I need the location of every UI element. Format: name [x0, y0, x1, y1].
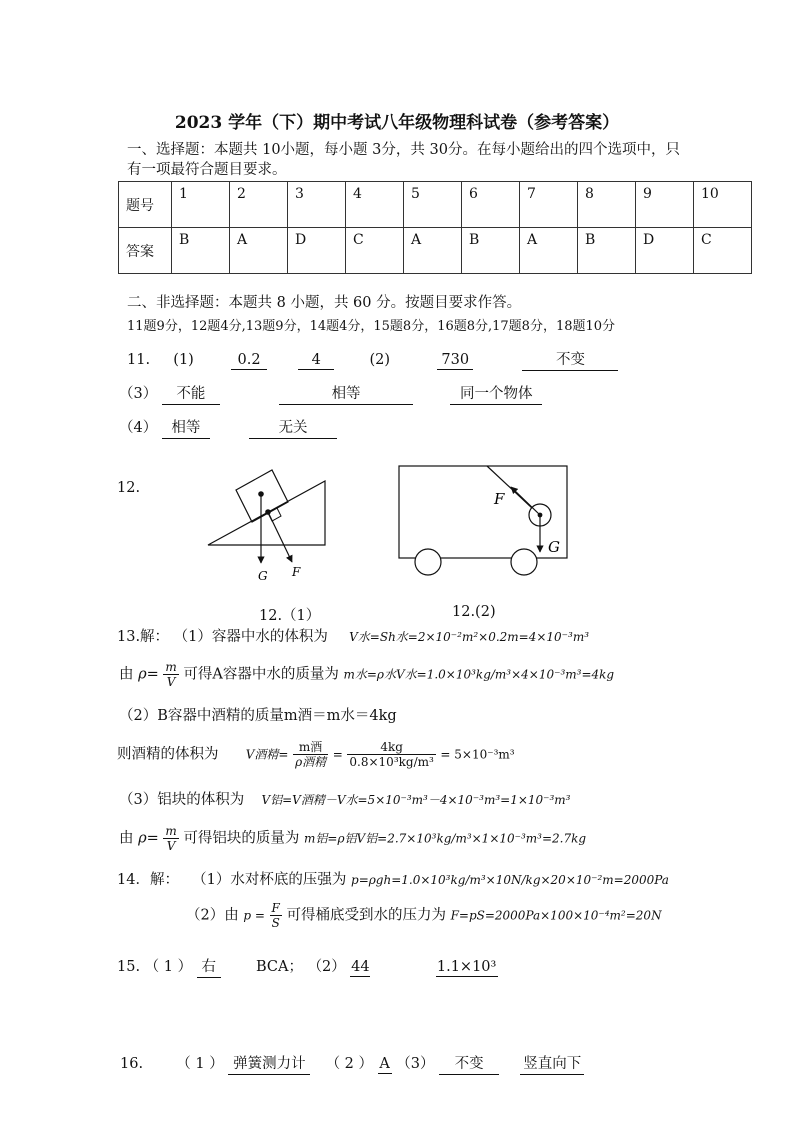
q13-text: （3）铝块的体积为: [119, 792, 245, 808]
q15-answer: 44: [351, 959, 370, 975]
q14-text: （2）由: [186, 907, 239, 924]
right-angle-mark: [268, 508, 281, 521]
cart-diagram: [390, 458, 580, 582]
separator: ；: [288, 959, 303, 975]
q14-line1: [117, 868, 669, 889]
table-cell: 10: [694, 182, 752, 228]
q15-number: 15.: [117, 959, 141, 975]
q13-line4: 则酒精的体积为 V酒精= $\frac{\text{m酒}}{\text{ρ酒精}}$ = $\frac{4kg}{\text{0.8×10³kg/m³}}$ = 5×10⁻³m³: [117, 740, 515, 769]
fraction-numerator: m酒: [293, 740, 328, 755]
table-cell: 7: [520, 182, 578, 228]
q13-line2: [119, 660, 614, 689]
table-cell: B: [172, 228, 230, 274]
q11-part1: (1): [173, 352, 194, 368]
volume-fraction-2: [347, 740, 435, 769]
cart-body: [399, 466, 567, 558]
label-g: G: [548, 538, 560, 556]
q15-answer: 1.1×10³: [436, 959, 497, 975]
row-label-number: 题号: [119, 182, 172, 228]
q11-answer: 不能: [162, 382, 220, 405]
incline-diagram: [200, 458, 340, 588]
q13-line3: （2）B容器中酒精的质量m酒＝m水＝4kg: [119, 708, 397, 724]
q16-part2: （ 2 ）: [325, 1056, 374, 1072]
q16-part1: （ 1 ）: [176, 1056, 224, 1072]
q13-line5: [119, 788, 571, 809]
table-cell: A: [520, 228, 578, 274]
answer-table: [118, 181, 752, 274]
q11-answer: 0.2: [231, 352, 267, 370]
q14-number: 14．解：: [117, 872, 179, 888]
table-cell: A: [404, 228, 462, 274]
q16-answer: 竖直向下: [520, 1052, 584, 1075]
q16-answer: 不变: [439, 1052, 499, 1075]
table-cell: A: [230, 228, 288, 274]
q11-number: 11.: [127, 352, 151, 368]
table-cell: 9: [636, 182, 694, 228]
q13-text: 可得铝块的质量为: [183, 830, 300, 847]
q11-line2: [119, 382, 542, 405]
left-wheel: [415, 549, 441, 575]
q15-part2: （2）: [307, 959, 346, 975]
fraction-numerator: m: [165, 660, 177, 674]
q11-part4: （4）: [119, 420, 158, 436]
table-cell: 3: [288, 182, 346, 228]
table-cell: 1: [172, 182, 230, 228]
page-title: 2023 学年（下）期中考试八年级物理科试卷（参考答案）: [174, 113, 620, 133]
q11-answer: 4: [298, 352, 334, 370]
q11-answer: 相等: [162, 416, 210, 439]
q13-formula: V铝=V酒精－V水=5×10⁻³m³－4×10⁻³m³=1×10⁻³m³: [261, 793, 571, 807]
table-cell: 2: [230, 182, 288, 228]
q13-text: 则酒精的体积为: [117, 746, 219, 763]
table-cell: B: [578, 228, 636, 274]
q11-part3: （3）: [119, 386, 158, 402]
section1-heading: 一、选择题：本题共 10小题，每小题 3分，共 30分。在每小题给出的四个选项中，只有一项最符合题目要求。: [127, 142, 680, 178]
fraction-numerator: F: [271, 901, 280, 915]
table-cell: C: [346, 228, 404, 274]
label-g: G: [258, 569, 268, 583]
volume-fraction-1: [293, 740, 328, 769]
fraction-denominator: S: [271, 916, 280, 930]
q11-answer: 无关: [249, 416, 337, 439]
table-row: [119, 228, 752, 274]
q15-line: [117, 955, 498, 978]
label-f: F: [494, 490, 505, 508]
table-cell: C: [694, 228, 752, 274]
q11-line3: [119, 416, 337, 439]
q14-text: （1）水对杯底的压强为: [192, 872, 347, 888]
fraction-numerator: m: [165, 824, 177, 838]
table-cell: D: [636, 228, 694, 274]
q14-formula: F=pS=2000Pa×100×10⁻⁴m²=20N: [450, 908, 662, 923]
score-breakdown: 11题9分，12题4分,13题9分，14题4分，15题8分，16题8分,17题8分，18题10分: [127, 319, 616, 334]
fig2-caption: 12.(2): [452, 604, 496, 620]
q11-part2: (2): [369, 352, 391, 368]
fraction-numerator: 4kg: [347, 740, 435, 755]
volume-label: V酒精=: [245, 747, 289, 762]
q15-part1: （ 1 ）: [144, 959, 193, 975]
row-label-answer: 答案: [119, 228, 172, 274]
q14-formula: p=ρgh=1.0×10³kg/m³×10N/kg×20×10⁻²m=2000Pa: [351, 873, 669, 887]
q13-text: 由: [119, 830, 134, 847]
q15-answer: BCA: [255, 959, 289, 975]
table-cell: B: [462, 228, 520, 274]
q11-line1: [127, 348, 618, 371]
q16-answer: 弹簧测力计: [228, 1052, 310, 1075]
density-fraction: [163, 660, 178, 689]
q13-result: = 5×10⁻³m³: [440, 747, 515, 762]
label-f: F: [292, 565, 301, 579]
q14-text: 可得桶底受到水的压力为: [286, 907, 446, 924]
q13-line1: [117, 625, 589, 646]
rho-symbol: ρ=: [138, 666, 159, 683]
tension-arrow: [511, 487, 540, 515]
fraction-denominator: 0.8×10³kg/m³: [349, 755, 434, 769]
q11-answer: 同一个物体: [450, 382, 542, 405]
q13-text: 可得A容器中水的质量为: [183, 666, 339, 683]
rho-symbol: ρ=: [138, 830, 159, 847]
table-cell: 4: [346, 182, 404, 228]
table-cell: 6: [462, 182, 520, 228]
right-wheel: [511, 549, 537, 575]
q13-line6: [119, 824, 586, 853]
q13-formula: m铝=ρ铝V铝=2.7×10³kg/m³×1×10⁻³m³=2.7kg: [304, 831, 587, 846]
pressure-symbol: p =: [243, 908, 265, 923]
q16-answer: A: [379, 1056, 390, 1072]
fraction-denominator: V: [166, 675, 176, 689]
q16-part3: （3）: [396, 1056, 435, 1072]
q16-line: [120, 1052, 584, 1075]
fraction-denominator: ρ酒精: [295, 755, 327, 769]
q13-text: （1）容器中水的体积为: [173, 629, 328, 645]
q13-number: 13.解：: [117, 629, 170, 645]
q11-answer: 730: [437, 352, 473, 370]
fraction-denominator: V: [166, 839, 176, 853]
table-cell: D: [288, 228, 346, 274]
pressure-force-arrow: [268, 512, 292, 562]
table-row: [119, 182, 752, 228]
q11-answer: 不变: [522, 348, 618, 371]
density-fraction: [163, 824, 178, 853]
q13-formula: V水=Sh水=2×10⁻²m²×0.2m=4×10⁻³m³: [349, 630, 590, 644]
table-cell: 5: [404, 182, 462, 228]
q16-number: 16.: [120, 1056, 144, 1072]
q13-formula: m水=ρ水V水=1.0×10³kg/m³×4×10⁻³m³=4kg: [343, 667, 615, 682]
q12-number: 12.: [117, 480, 141, 496]
fig1-caption: 12.（1）: [259, 608, 321, 624]
q14-line2: [186, 901, 662, 930]
q13-text: 由: [119, 666, 134, 683]
q11-answer: 相等: [279, 382, 413, 405]
section2-heading: 二、非选择题：本题共 8 小题，共 60 分。按题目要求作答。: [127, 295, 522, 311]
table-cell: 8: [578, 182, 636, 228]
pressure-fraction: [270, 901, 282, 930]
q15-answer: 右: [197, 955, 221, 978]
